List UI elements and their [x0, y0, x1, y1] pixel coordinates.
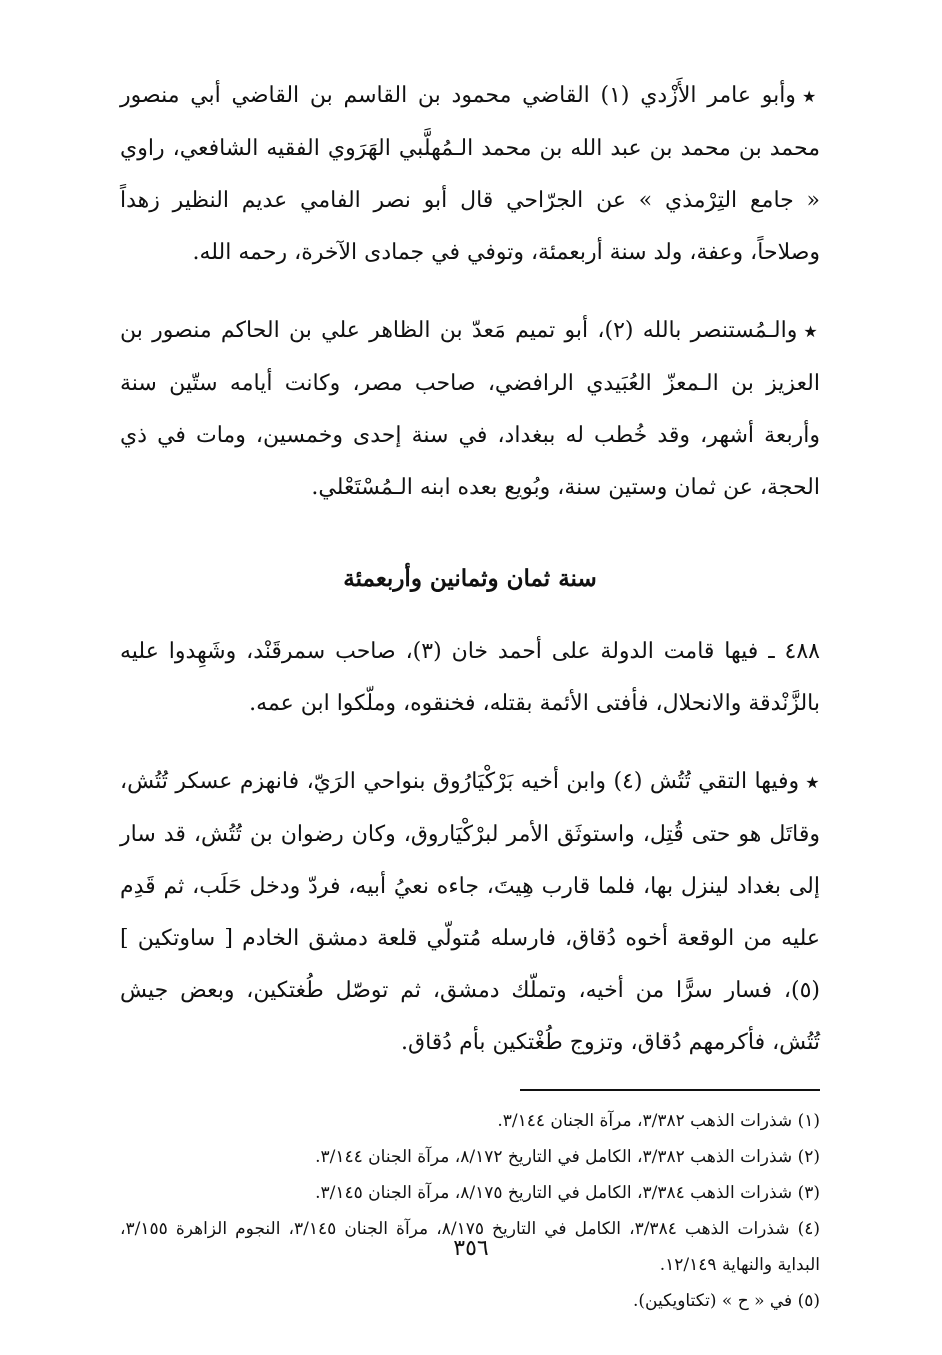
footnote-divider	[520, 1089, 820, 1091]
entry-text: والـمُستنصر بالله (٢)، أبو تميم مَعدّ بن الظاهر علي بن الحاكم منصور بن العزيز بن الـمعزّ العُبَيدي الرافضي، صاحب مصر، وكانت أيامه ستّين سنة وأربعة أشهر، وقد خُطب له ببغداد، في سنة إحدى وخمسين، ومات في ذي الحجة، عن ثمان وستين سنة، وبُويع بعده ابنه الـمُسْتَعْلي.	[120, 318, 820, 500]
entry-text: وأبو عامر الأَزْدي (١) القاضي محمود بن القاسم بن القاضي أبي منصور محمد بن محمد بن عبد الله بن محمد الـمُهلَّبي الهَرَوي الفقيه الشافعي، راوي « جامع التِرْمذي » عن الجرّاحي قال أبو نصر الفامي عديم النظير زهداً وصلاحاً، وعفة، ولد سنة أربعمئة، وتوفي في جمادى الآخرة، رحمه الله.	[120, 83, 820, 265]
entry-paragraph	[120, 70, 820, 279]
entry-paragraph	[120, 626, 820, 730]
star-marker: ★	[803, 322, 820, 341]
page-body	[120, 70, 820, 1319]
star-marker: ★	[801, 87, 821, 106]
entry-paragraph	[120, 756, 820, 1069]
entry-text: ٤٨٨ ـ فيها قامت الدولة على أحمد خان (٣)، صاحب سمرقَنْد، وشَهِدوا عليه بالزَّنْدقة والانحلال، فأفتى الأئمة بقتله، فخنقوه، وملّكوا ابن عمه.	[120, 639, 820, 716]
entry-paragraph	[120, 305, 820, 514]
footnote: (٥) في « ح » (تكتاويكين).	[632, 1291, 820, 1311]
entry-text: وفيها التقي تُتُش (٤) وابن أخيه بَرْكْيَارُوق بنواحي الرَيّ، فانهزم عسكر تُتُش، وقاتَل هو حتى قُتِل، واستوثَق الأمر لبرْكْيَاروق، وكان رضوان بن تُتُش، قد سار إلى بغداد لينزل بها، فلما قارب هِيتَ، جاءه نعيُ أبيه، فردّ ودخل حَلَب، ثم قَدِم عليه من الوقعة أخوه دُقاق، فارسله مُتولّي قلعة دمشق الخادم [ ساوتكين ] (٥)، فسار سرًّا من أخيه، وتملّك دمشق، ثم توصّل طُغتكين، وبعض جيش تُتُش، فأكرمهم دُقاق، وتزوج طُغْتكين بأم دُقاق.	[120, 769, 820, 1055]
footnote: (٣) شذرات الذهب ٣/٣٨٤، الكامل في التاريخ ٨/١٧٥، مرآة الجنان ٣/١٤٥.	[315, 1183, 820, 1203]
star-marker: ★	[805, 773, 820, 792]
footnote: (١) شذرات الذهب ٣/٣٨٢، مرآة الجنان ٣/١٤٤.	[497, 1111, 820, 1131]
section-heading: سنة ثمان وثمانين وأربعمئة	[343, 565, 597, 592]
footnotes	[120, 1103, 820, 1319]
page-number: ٣٥٦	[453, 1236, 489, 1261]
footnote: (٢) شذرات الذهب ٣/٣٨٢، الكامل في التاريخ ٨/١٧٢، مرآة الجنان ٣/١٤٤.	[315, 1147, 820, 1167]
footnote: (٤) شذرات الذهب ٣/٣٨٤، الكامل في التاريخ ٨/١٧٥، مرآة الجنان ٣/١٤٥، النجوم الزاهرة ٣/١٥٥، البداية والنهاية ١٢/١٤٩.	[120, 1219, 821, 1275]
